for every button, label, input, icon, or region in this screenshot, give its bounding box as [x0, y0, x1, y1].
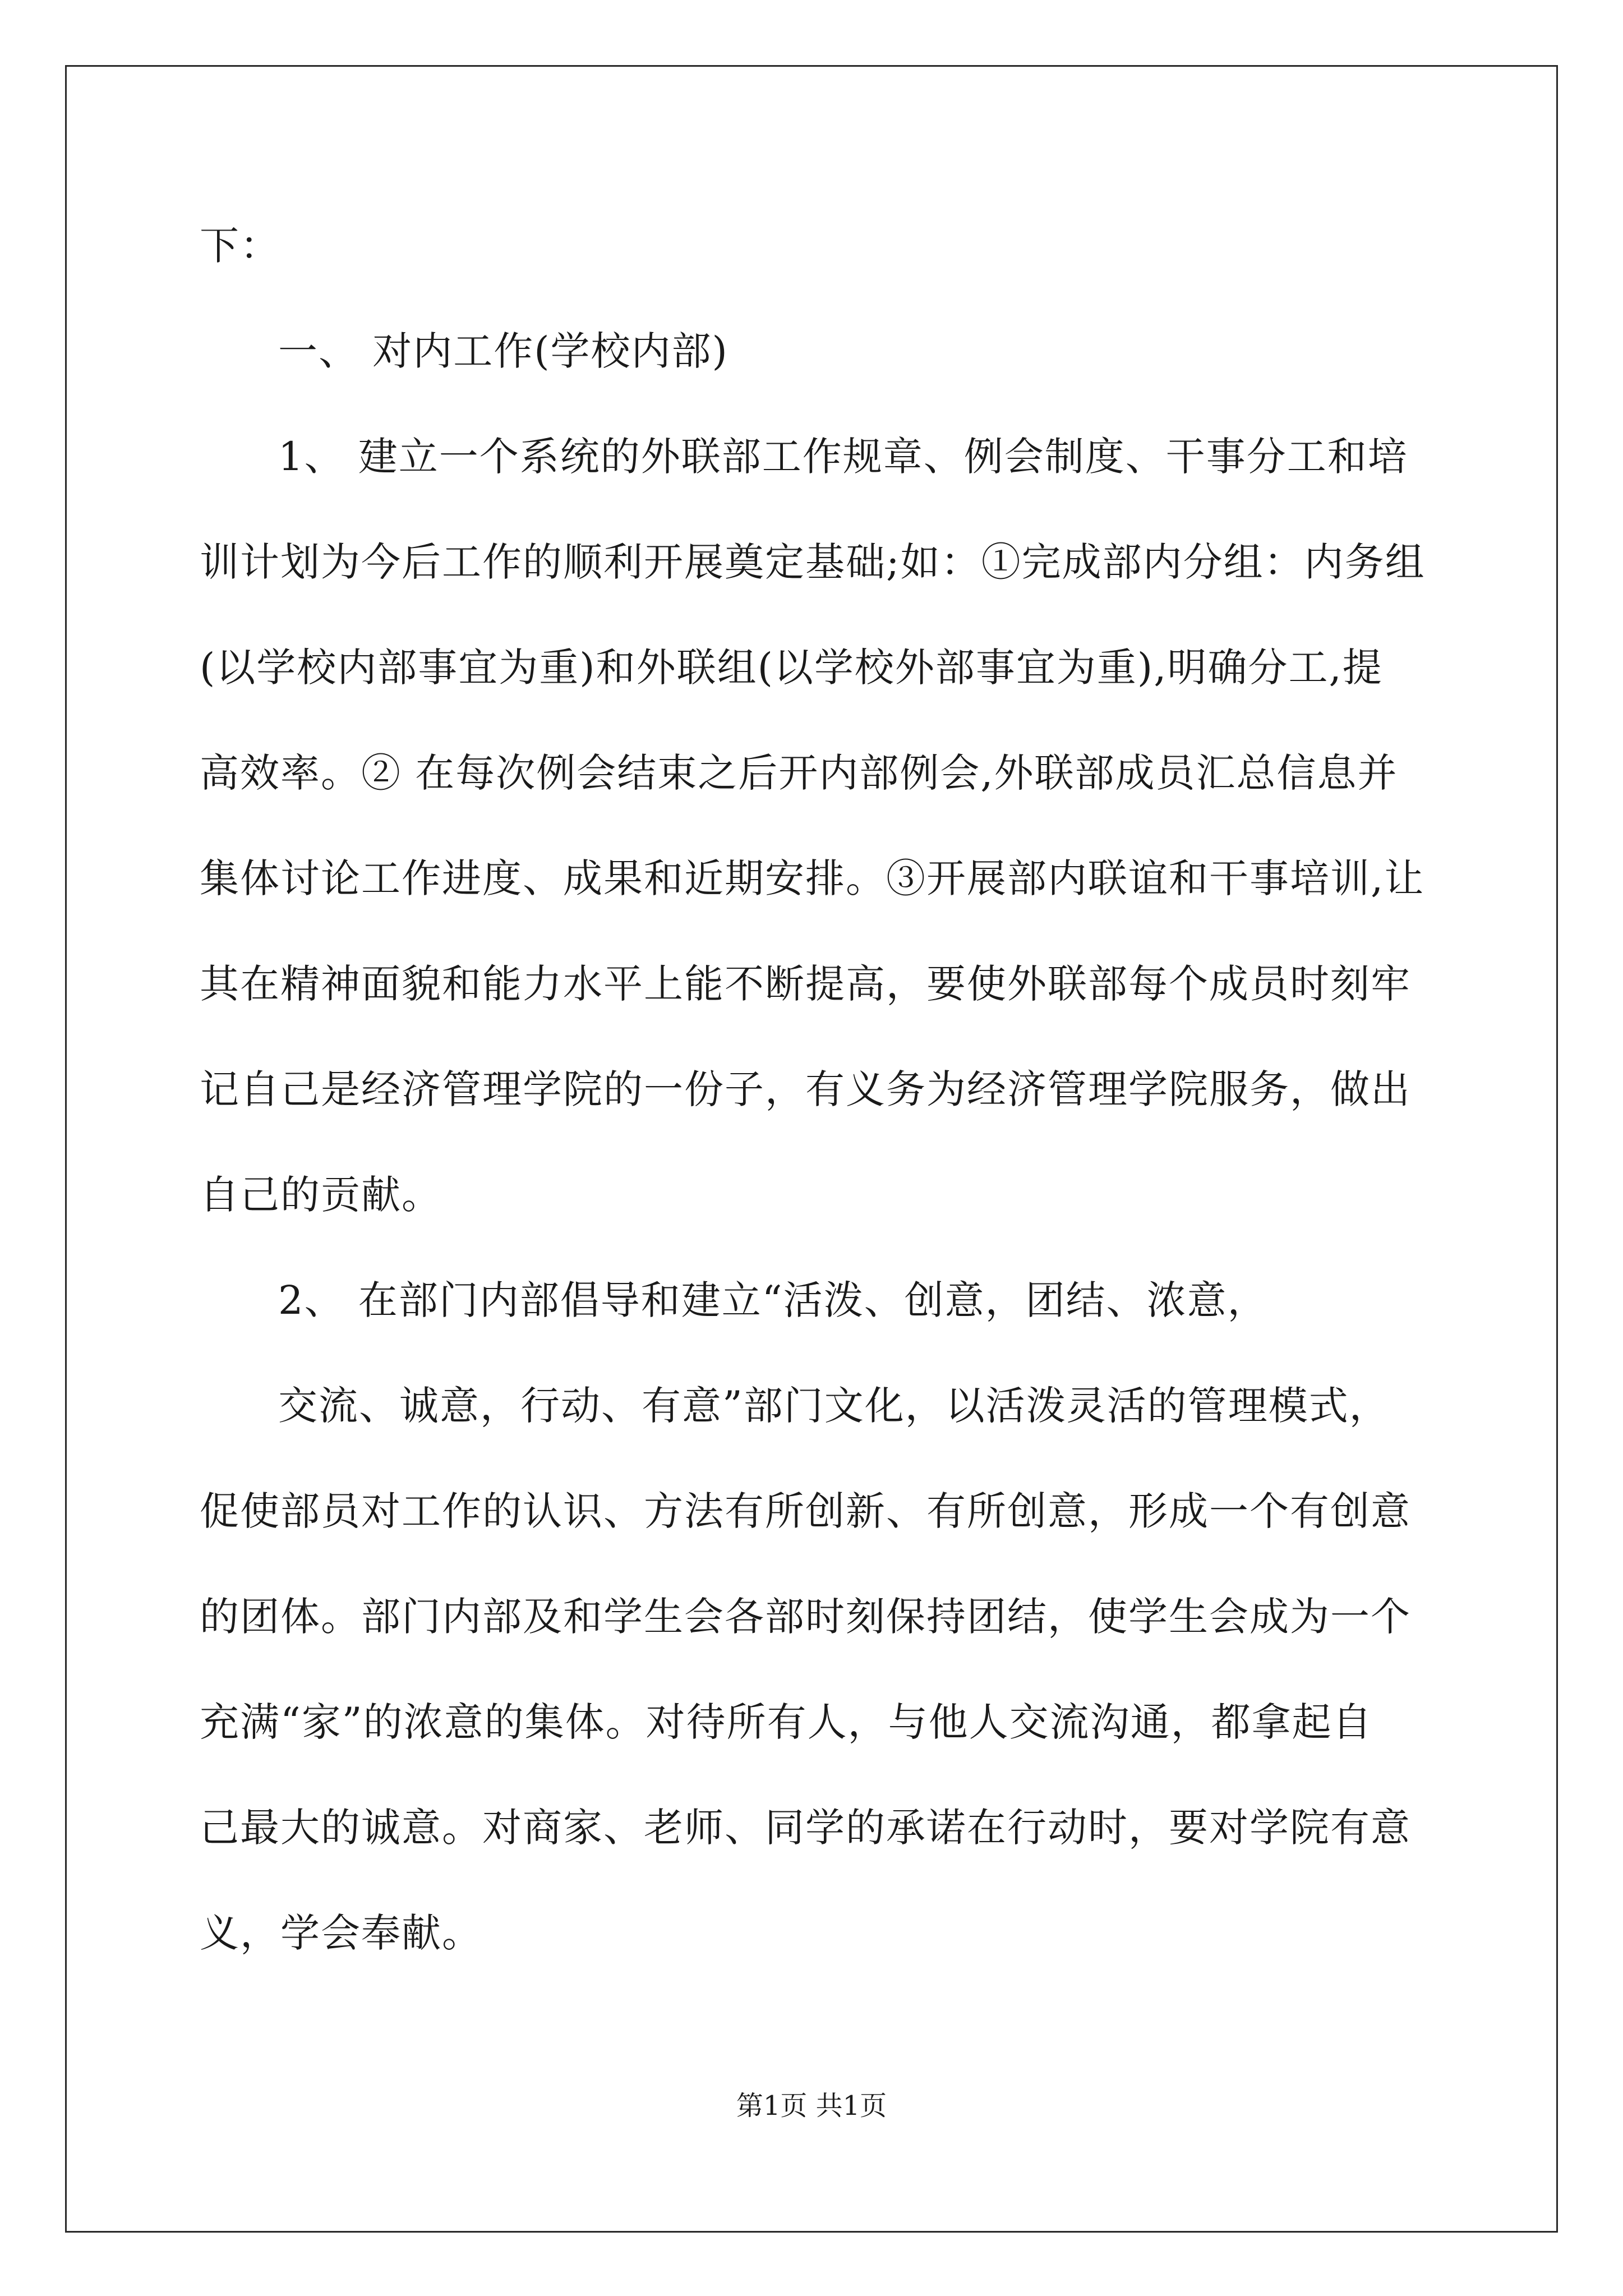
text-line: 集体讨论工作进度、成果和近期安排。③开展部内联谊和干事培训,让 — [200, 855, 1425, 901]
text-line: 下： — [200, 223, 280, 269]
page-number-footer: 第1页 共1页 — [736, 2090, 887, 2122]
text-line: 义，学会奉献。 — [200, 1910, 482, 1956]
text-line: 训计划为今后工作的顺利开展奠定基础;如：①完成部内分组：内务组 — [200, 539, 1426, 585]
text-line: 己最大的诚意。对商家、老师、同学的承诺在行动时，要对学院有意 — [200, 1805, 1411, 1851]
text-line: 高效率。② 在每次例会结束之后开内部例会,外联部成员汇总信息并 — [200, 750, 1398, 796]
text-line: 记自己是经济管理学院的一份子，有义务为经济管理学院服务，做出 — [200, 1066, 1411, 1112]
text-line: 其在精神面貌和能力水平上能不断提高，要使外联部每个成员时刻牢 — [200, 961, 1411, 1007]
text-line: (以学校内部事宜为重)和外联组(以学校外部事宜为重),明确分工,提 — [200, 645, 1383, 691]
text-line: 的团体。部门内部及和学生会各部时刻保持团结，使学生会成为一个 — [200, 1594, 1411, 1640]
section-heading: 一、 对内工作(学校内部) — [278, 328, 728, 374]
text-line: 2、 在部门内部倡导和建立“活泼、创意，团结、浓意， — [278, 1277, 1268, 1323]
text-line: 交流、诚意，行动、有意”部门文化，以活泼灵活的管理模式， — [278, 1383, 1390, 1429]
text-line: 自己的贡献。 — [200, 1172, 442, 1218]
text-line: 充满“家”的浓意的集体。对待所有人，与他人交流沟通，都拿起自 — [200, 1699, 1373, 1745]
text-line: 促使部员对工作的认识、方法有所创新、有所创意，形成一个有创意 — [200, 1488, 1411, 1534]
text-line: 1、 建立一个系统的外联部工作规章、例会制度、干事分工和培 — [278, 434, 1408, 480]
